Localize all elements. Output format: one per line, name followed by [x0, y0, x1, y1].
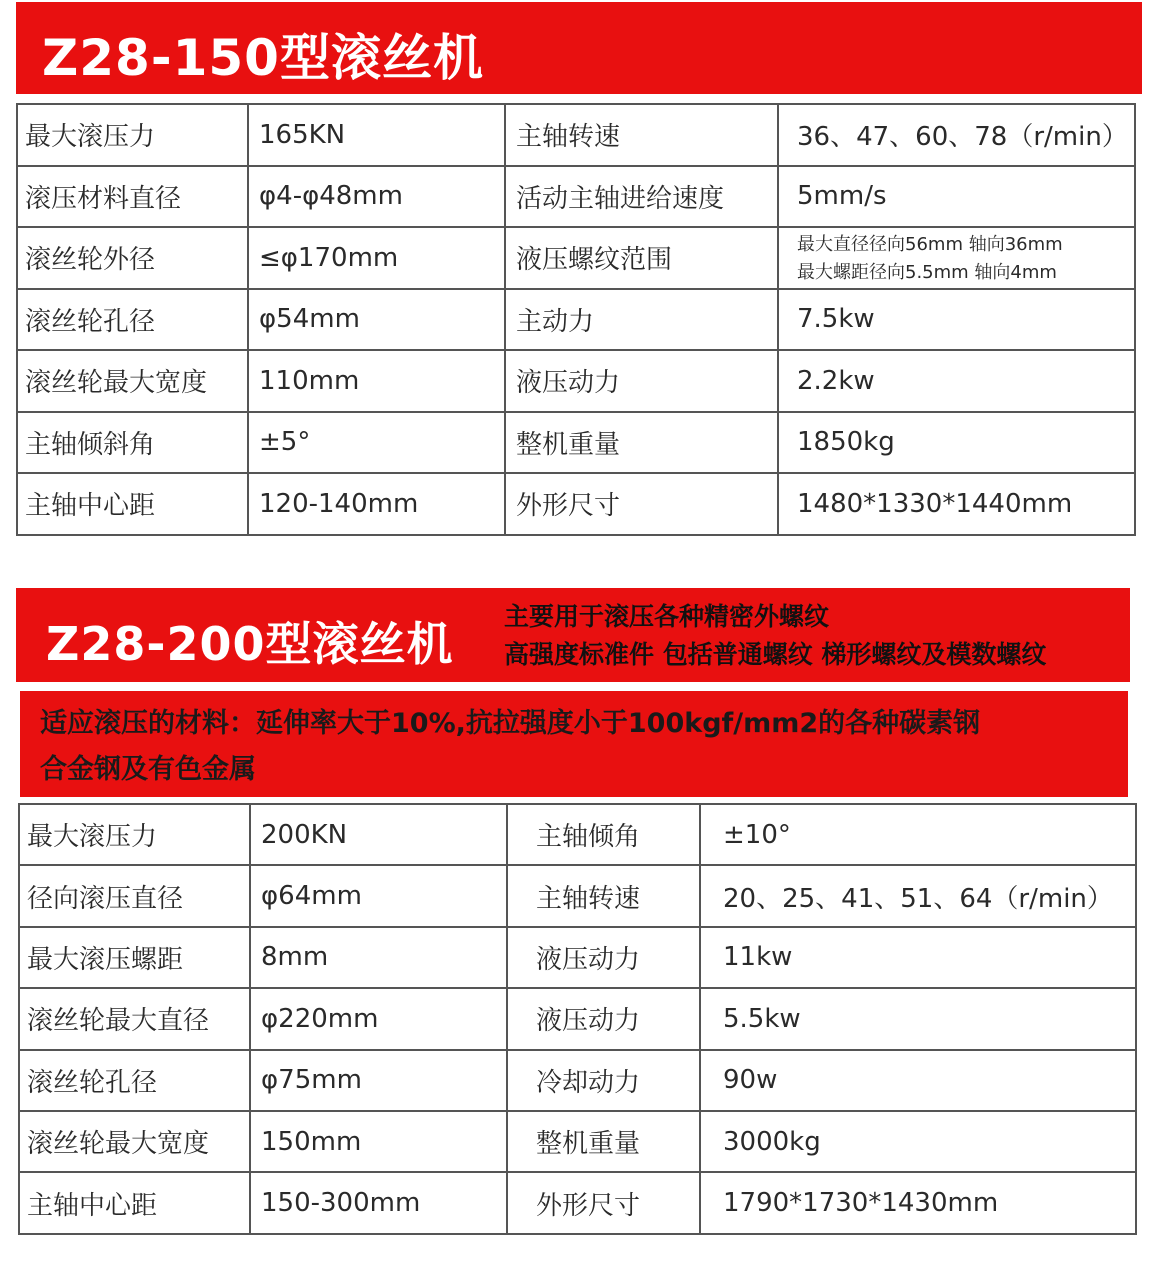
spec-label: 主动力: [505, 289, 778, 351]
table-row: [19, 804, 1136, 865]
spec-value: 5mm/s: [778, 166, 1135, 228]
materials-banner: [20, 691, 1128, 797]
spec-value: 8mm: [250, 927, 507, 988]
spec-value-multiline: [778, 227, 1135, 289]
spec-value: 1790*1730*1430mm: [700, 1172, 1136, 1233]
spec-value: 1480*1330*1440mm: [778, 473, 1135, 535]
materials-text: [40, 701, 980, 793]
section1-spec-table: [16, 103, 1136, 536]
spec-value: 11kw: [700, 927, 1136, 988]
spec-value: 1850kg: [778, 412, 1135, 474]
spec-value: 20、25、41、51、64（r/min）: [700, 865, 1136, 926]
section2-title: Z28-200型滚丝机: [46, 617, 454, 671]
spec-label: 滚丝轮最大宽度: [17, 350, 248, 412]
spec-label: 主轴中心距: [19, 1172, 250, 1233]
spec-label: 整机重量: [507, 1111, 700, 1172]
spec-label: 滚丝轮外径: [17, 227, 248, 289]
spec-label: 主轴倾角: [507, 804, 700, 865]
spec-label: 整机重量: [505, 412, 778, 474]
table-row: [17, 350, 1135, 412]
spec-label: 外形尺寸: [507, 1172, 700, 1233]
table-row: [19, 1111, 1136, 1172]
spec-label: 滚压材料直径: [17, 166, 248, 228]
spec-value: φ64mm: [250, 865, 507, 926]
spec-label: 冷却动力: [507, 1050, 700, 1111]
spec-value-line: 最大直径径向56mm 轴向36mm: [797, 233, 1063, 255]
spec-label: 主轴转速: [505, 104, 778, 166]
spec-value: ±5°: [248, 412, 505, 474]
spec-label: 液压动力: [507, 988, 700, 1049]
spec-label: 活动主轴进给速度: [505, 166, 778, 228]
spec-label: 滚丝轮最大直径: [19, 988, 250, 1049]
table-row: [17, 473, 1135, 535]
table-row: [19, 1050, 1136, 1111]
table-row: [17, 412, 1135, 474]
spec-value: 90w: [700, 1050, 1136, 1111]
spec-value: ±10°: [700, 804, 1136, 865]
spec-label: 主轴倾斜角: [17, 412, 248, 474]
spec-value: 200KN: [250, 804, 507, 865]
spec-value: ≤φ170mm: [248, 227, 505, 289]
materials-line: 合金钢及有色金属: [40, 754, 256, 785]
spec-label: 最大滚压螺距: [19, 927, 250, 988]
table-row: [17, 166, 1135, 228]
spec-value: 150-300mm: [250, 1172, 507, 1233]
spec-label: 滚丝轮孔径: [19, 1050, 250, 1111]
spec-value: 5.5kw: [700, 988, 1136, 1049]
spec-label: 径向滚压直径: [19, 865, 250, 926]
table-row: [19, 1172, 1136, 1233]
table-row: [19, 927, 1136, 988]
spec-label: 最大滚压力: [19, 804, 250, 865]
table-row: [19, 988, 1136, 1049]
description-line: 高强度标准件 包括普通螺纹 梯形螺纹及模数螺纹: [504, 640, 1047, 669]
spec-label: 滚丝轮最大宽度: [19, 1111, 250, 1172]
spec-label: 最大滚压力: [17, 104, 248, 166]
spec-value: φ4-φ48mm: [248, 166, 505, 228]
spec-value-line: 最大螺距径向5.5mm 轴向4mm: [797, 261, 1057, 283]
spec-value: 165KN: [248, 104, 505, 166]
table-row: [19, 865, 1136, 926]
table-row: [17, 104, 1135, 166]
table-row: [17, 289, 1135, 351]
spec-label: 液压动力: [505, 350, 778, 412]
section1-banner: [16, 2, 1142, 94]
spec-label: 主轴转速: [507, 865, 700, 926]
spec-value: 36、47、60、78（r/min）: [778, 104, 1135, 166]
spec-value: φ54mm: [248, 289, 505, 351]
spec-value: 120-140mm: [248, 473, 505, 535]
section2-description: [504, 598, 1046, 674]
spec-value: 2.2kw: [778, 350, 1135, 412]
spec-label: 外形尺寸: [505, 473, 778, 535]
materials-line: 适应滚压的材料：延伸率大于10%,抗拉强度小于100kgf/mm2的各种碳素钢: [40, 708, 981, 739]
section2-spec-table: [18, 803, 1137, 1235]
spec-value: 3000kg: [700, 1111, 1136, 1172]
table-row: [17, 227, 1135, 289]
spec-label: 液压螺纹范围: [505, 227, 778, 289]
spec-label: 滚丝轮孔径: [17, 289, 248, 351]
spec-value: φ75mm: [250, 1050, 507, 1111]
section2-banner: [16, 588, 1130, 682]
spec-value: 110mm: [248, 350, 505, 412]
spec-value: φ220mm: [250, 988, 507, 1049]
spec-label: 液压动力: [507, 927, 700, 988]
spec-label: 主轴中心距: [17, 473, 248, 535]
description-line: 主要用于滚压各种精密外螺纹: [504, 602, 830, 631]
spec-value: 7.5kw: [778, 289, 1135, 351]
section1-title: Z28-150型滚丝机: [42, 29, 484, 87]
spec-value: 150mm: [250, 1111, 507, 1172]
